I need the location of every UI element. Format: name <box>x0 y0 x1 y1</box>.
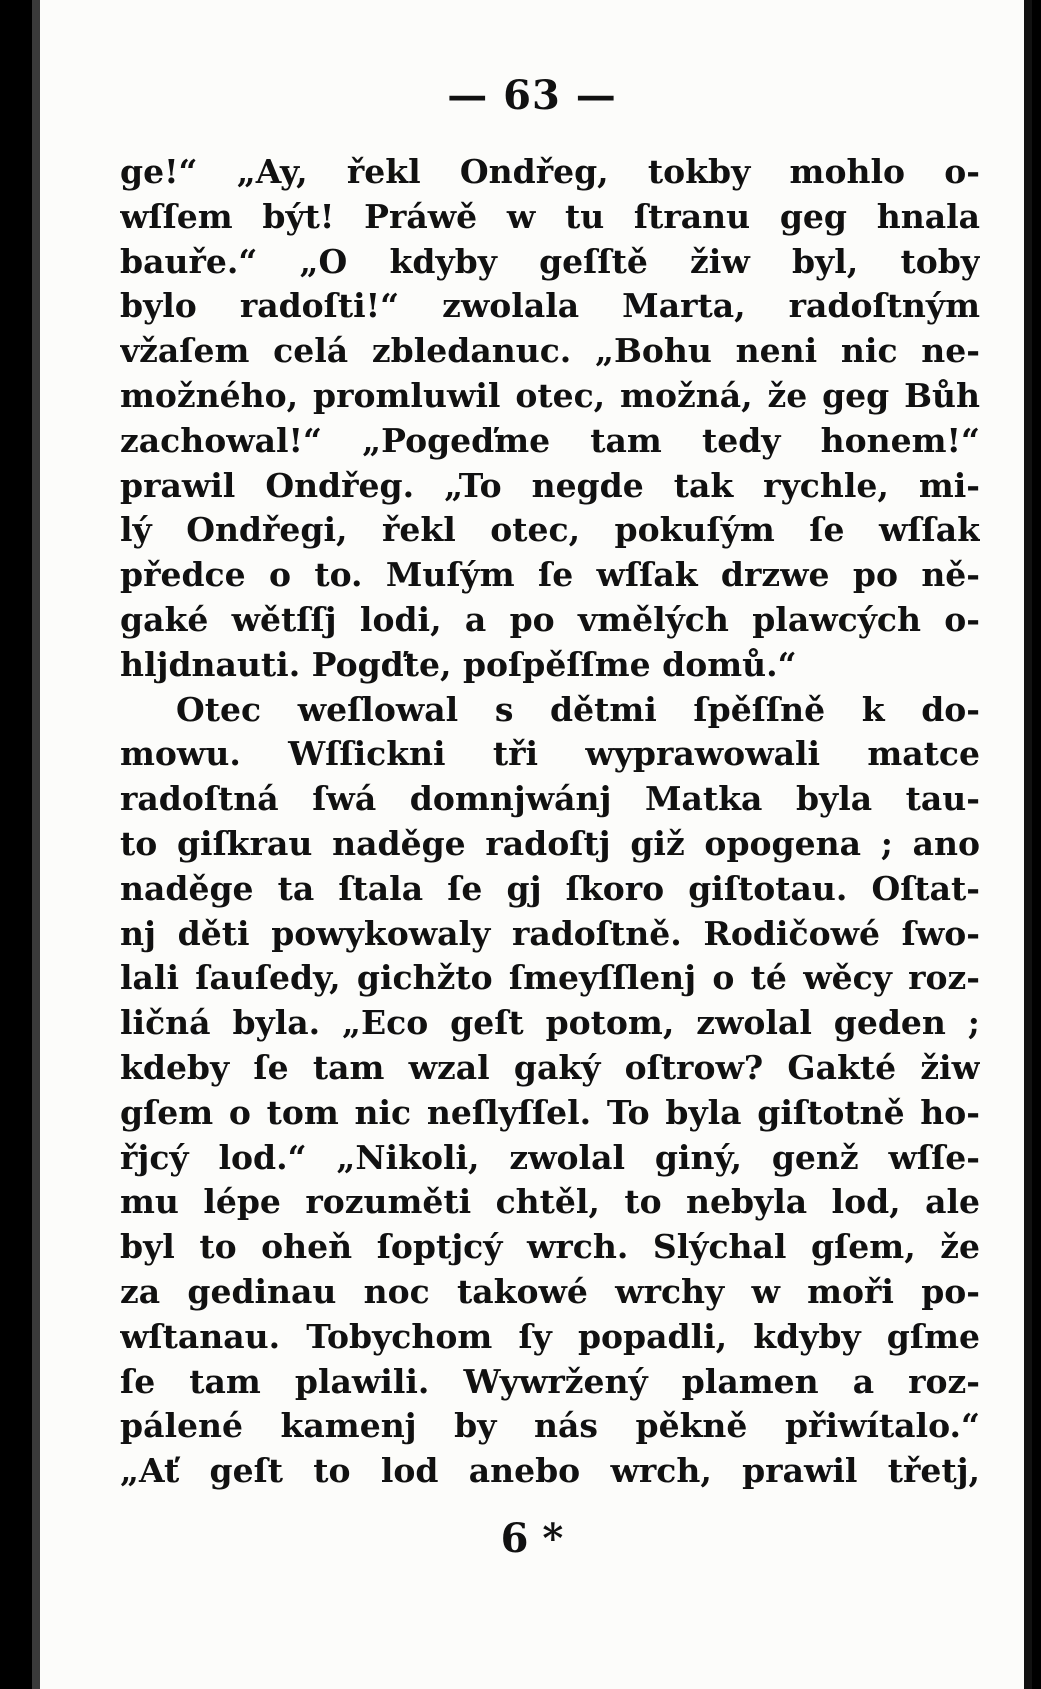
text-line: zachowal!“ „Pogeďme tam tedy honem!“ <box>120 420 980 460</box>
text-line: ličná byla. „Eco geſt potom, zwolal geden ; <box>120 1003 980 1043</box>
text-line: „Ať geſt to lod anebo wrch, prawil třetj, <box>120 1451 980 1491</box>
text-line: radoſtná ſwá domnjwánj Matka byla tau- <box>120 779 980 819</box>
text-line: to giſkrau naděge radoſtj giž opogena ; ano <box>120 823 980 863</box>
page-number: — 63 — <box>447 72 617 119</box>
text-line: bauře.“ „O kdyby geſſtě žiw byl, toby <box>120 241 980 281</box>
text-line: gaké wětſſj lodi, a po vmělých plawcých o- <box>120 599 980 639</box>
text-line: předce o to. Muſým ſe wſſak drzwe po ně- <box>120 555 980 595</box>
text-line: wſtanau. Tobychom ſy popadli, kdyby gſme <box>120 1316 980 1356</box>
text-line: naděge ta ſtala ſe gj ſkoro giſtotau. Oſtat- <box>120 868 980 908</box>
text-line: byl to oheň ſoptjcý wrch. Slýchal gſem, že <box>120 1227 980 1267</box>
text-line: kdeby ſe tam wzal gaký oſtrow? Gakté žiw <box>120 1047 980 1087</box>
text-line: lali ſauſedy, gichžto ſmeyſſlenj o té wěcy roz- <box>120 958 980 998</box>
text-line: bylo radoſti!“ zwolala Marta, radoſtným <box>120 286 980 326</box>
text-line: mu lépe rozuměti chtěl, to nebyla lod, ale <box>120 1182 980 1222</box>
text-line: řjcý lod.“ „Nikoli, zwolal giný, genž wſſe- <box>120 1137 980 1177</box>
body-text <box>120 150 980 1494</box>
text-line: možného, promluwil otec, možná, že geg Bůh <box>120 375 980 415</box>
text-line: za gedinau noc takowé wrchy w moři po- <box>120 1271 980 1311</box>
text-line: lý Ondřegi, řekl otec, pokuſým ſe wſſak <box>120 510 980 550</box>
text-line: nj děti powykowaly radoſtně. Rodičowé ſwo- <box>120 913 980 953</box>
text-line: ge!“ „Ay, řekl Ondřeg, tokby mohlo o- <box>120 152 980 191</box>
text-line: Otec weſlowal s dětmi ſpěſſně k do- <box>176 689 980 729</box>
text-line: gſem o tom nic neſlyſſel. To byla giſtotně ho- <box>120 1092 980 1132</box>
text-line: hljdnauti. Pogďte, poſpěſſme domů.“ <box>120 644 797 684</box>
text-line: mowu. Wſſickni tři wyprawowali matce <box>120 734 980 774</box>
text-line: wſſem být! Práwě w tu ſtranu geg hnala <box>120 196 980 236</box>
signature-mark: 6 * <box>500 1515 564 1562</box>
text-line: prawil Ondřeg. „To negde tak rychle, mi- <box>120 465 980 505</box>
text-line: vžaſem celá zbledanuc. „Bohu neni nic ne- <box>120 331 980 371</box>
text-line: ſe tam plawili. Wywržený plamen a roz- <box>120 1361 980 1401</box>
text-line: pálené kamenj by nás pěkně přiwítalo.“ <box>120 1406 980 1446</box>
book-page <box>32 0 1032 1689</box>
